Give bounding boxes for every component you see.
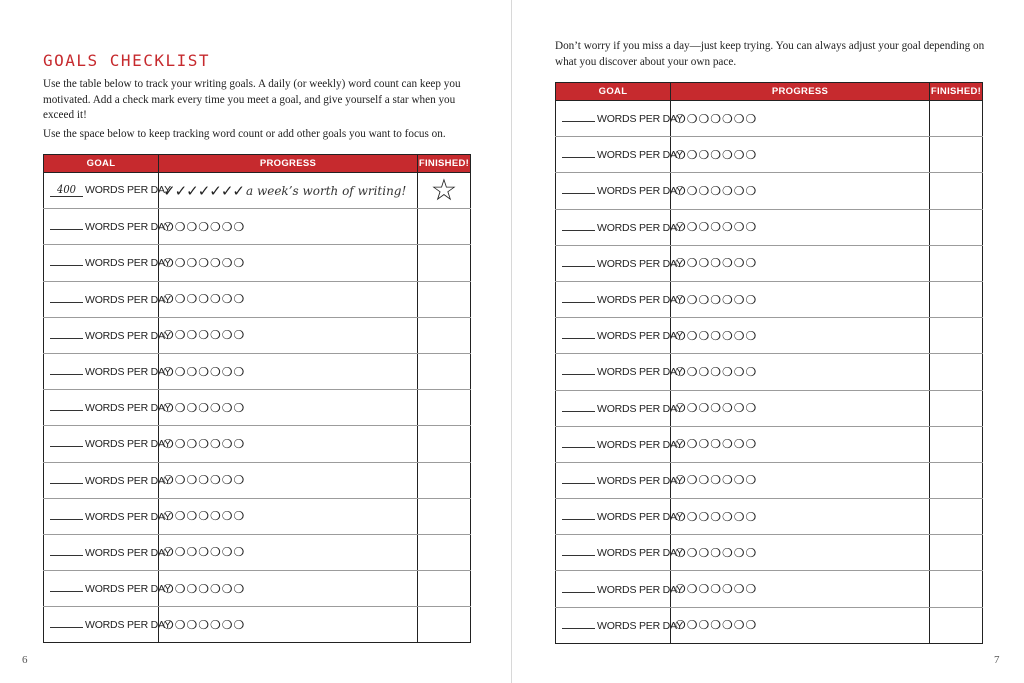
- goal-cell: [44, 534, 171, 570]
- progress-circles[interactable]: ❍❍❍❍❍❍❍: [163, 400, 246, 415]
- table-row: [44, 317, 471, 353]
- table-row: [44, 534, 471, 570]
- goal-cell: [556, 607, 683, 643]
- table-row: [556, 535, 983, 571]
- progress-cell: [159, 498, 418, 534]
- goal-label: WORDS PER DAY: [85, 474, 171, 487]
- word-count-blank[interactable]: [562, 619, 595, 629]
- progress-cell: [159, 209, 418, 245]
- table-row: [44, 209, 471, 245]
- goal-label: WORDS PER DAY: [85, 619, 171, 632]
- goal-cell: [556, 318, 683, 354]
- table-row: [556, 462, 983, 498]
- goals-table-right: [555, 82, 983, 644]
- progress-circles[interactable]: ❍❍❍❍❍❍❍: [163, 545, 246, 560]
- word-count-blank[interactable]: [562, 148, 595, 158]
- progress-circles[interactable]: ❍❍❍❍❍❍❍: [675, 183, 758, 198]
- progress-circles[interactable]: ❍❍❍❍❍❍❍: [163, 436, 246, 451]
- encouragement-paragraph: Don’t worry if you miss a day—just keep trying. You can always adjust your goal depending on what you discover about your own pace.: [555, 40, 985, 68]
- goals-table-left: [43, 154, 471, 643]
- table-row: [556, 318, 983, 354]
- goal-cell: [556, 281, 683, 317]
- progress-cell: [159, 534, 418, 570]
- table-row: [556, 607, 983, 643]
- progress-circles[interactable]: ❍❍❍❍❍❍❍: [675, 256, 758, 271]
- progress-cell: [159, 281, 418, 317]
- table-row: [556, 101, 983, 137]
- finished-cell[interactable]: [930, 426, 983, 462]
- progress-circles[interactable]: ❍❍❍❍❍❍❍: [675, 437, 758, 452]
- progress-circles[interactable]: ❍❍❍❍❍❍❍: [675, 401, 758, 416]
- word-count-blank[interactable]: [50, 401, 83, 411]
- word-count-blank[interactable]: [562, 365, 595, 375]
- finished-cell[interactable]: [930, 209, 983, 245]
- goal-label: WORDS PER DAY: [597, 583, 683, 596]
- handwritten-checkmarks: ✓✓✓✓✓✓✓: [163, 181, 244, 200]
- goal-label: WORDS PER DAY: [597, 149, 683, 162]
- goal-cell: [44, 317, 171, 353]
- goal-cell: [556, 571, 683, 607]
- word-count-blank[interactable]: [50, 437, 83, 447]
- progress-circles[interactable]: ❍❍❍❍❍❍❍: [675, 582, 758, 597]
- goal-label: WORDS PER DAY: [597, 221, 683, 234]
- word-count-blank[interactable]: [562, 438, 595, 448]
- finished-cell[interactable]: [418, 534, 471, 570]
- progress-circles[interactable]: ❍❍❍❍❍❍❍: [675, 220, 758, 235]
- goal-cell: [556, 245, 683, 281]
- table-row: [556, 354, 983, 390]
- progress-cell: [159, 317, 418, 353]
- goal-label: WORDS PER DAY: [597, 438, 683, 451]
- finished-cell[interactable]: [930, 499, 983, 535]
- table-header-row: [44, 155, 471, 173]
- finished-cell[interactable]: [418, 245, 471, 281]
- word-count-blank[interactable]: [562, 184, 595, 194]
- progress-circles[interactable]: ❍❍❍❍❍❍❍: [675, 147, 758, 162]
- progress-cell: [671, 209, 930, 245]
- table-row: [44, 281, 471, 317]
- finished-cell[interactable]: [418, 426, 471, 462]
- table-row: [556, 426, 983, 462]
- table-row: [556, 137, 983, 173]
- progress-circles[interactable]: ❍❍❍❍❍❍❍: [163, 364, 246, 379]
- goal-label: WORDS PER DAY: [597, 474, 683, 487]
- goal-label: WORDS PER DAY: [85, 221, 171, 234]
- goal-cell: [556, 209, 683, 245]
- right-page: [513, 0, 1024, 683]
- goal-label: WORDS PER DAY: [85, 257, 171, 270]
- word-count-blank[interactable]: [562, 329, 595, 339]
- word-count-blank[interactable]: [50, 582, 83, 592]
- progress-circles[interactable]: ❍❍❍❍❍❍❍: [163, 219, 246, 234]
- progress-cell: [159, 571, 418, 607]
- progress-cell: [671, 137, 930, 173]
- progress-circles[interactable]: ❍❍❍❍❍❍❍: [163, 581, 246, 596]
- finished-cell[interactable]: [418, 498, 471, 534]
- progress-circles[interactable]: ❍❍❍❍❍❍❍: [163, 509, 246, 524]
- finished-cell[interactable]: [930, 173, 983, 209]
- example-row: [44, 173, 471, 209]
- goal-cell: [556, 390, 683, 426]
- word-count-blank[interactable]: [50, 474, 83, 484]
- goal-label: WORDS PER DAY: [85, 293, 171, 306]
- finished-cell[interactable]: [418, 353, 471, 389]
- word-count-blank[interactable]: [562, 257, 595, 267]
- progress-cell: [671, 318, 930, 354]
- word-count-blank[interactable]: [50, 365, 83, 375]
- finished-cell: [418, 173, 471, 209]
- progress-circles[interactable]: ❍❍❍❍❍❍❍: [163, 617, 246, 632]
- goal-label: WORDS PER DAY: [597, 402, 683, 415]
- goal-cell: [44, 209, 171, 245]
- goal-cell: [44, 607, 171, 643]
- header-progress: PROGRESS: [671, 83, 930, 101]
- table-row: [44, 426, 471, 462]
- goal-cell: [44, 462, 171, 498]
- goal-cell: [556, 535, 683, 571]
- goal-label: WORDS PER DAY: [597, 113, 683, 126]
- finished-cell[interactable]: [418, 462, 471, 498]
- word-count-blank[interactable]: [562, 402, 595, 412]
- progress-cell: [159, 245, 418, 281]
- goal-cell: [44, 353, 171, 389]
- goal-label: WORDS PER DAY: [85, 329, 171, 342]
- table-row: [44, 462, 471, 498]
- goal-label: WORDS PER DAY: [597, 257, 683, 270]
- table-header-row: [556, 83, 983, 101]
- progress-cell: [159, 353, 418, 389]
- table-row: [44, 353, 471, 389]
- word-count-blank[interactable]: [562, 112, 595, 122]
- page-number: 7: [994, 654, 1000, 666]
- finished-cell[interactable]: [930, 354, 983, 390]
- header-finished: FINISHED!: [930, 83, 983, 101]
- finished-cell[interactable]: [930, 137, 983, 173]
- progress-cell: [159, 607, 418, 643]
- finished-cell[interactable]: [930, 245, 983, 281]
- progress-cell: [671, 245, 930, 281]
- goal-label: WORDS PER DAY: [85, 510, 171, 523]
- goal-label: WORDS PER DAY: [597, 619, 683, 632]
- progress-cell: [671, 354, 930, 390]
- goal-label: WORDS PER DAY: [597, 185, 683, 198]
- progress-cell: [671, 462, 930, 498]
- instruction-paragraph: Use the space below to keep tracking word count or add other goals you want to focus on.: [43, 128, 446, 140]
- goal-cell: [44, 173, 171, 209]
- header-goal: GOAL: [556, 83, 671, 101]
- finished-cell[interactable]: [930, 535, 983, 571]
- finished-cell[interactable]: [930, 281, 983, 317]
- word-count-blank[interactable]: [562, 510, 595, 520]
- table-row: [556, 209, 983, 245]
- progress-cell: [671, 535, 930, 571]
- goal-cell: [44, 245, 171, 281]
- goal-label: WORDS PER DAY: [85, 366, 171, 379]
- word-count-blank[interactable]: [50, 220, 83, 230]
- goal-label: WORDS PER DAY: [597, 366, 683, 379]
- handwritten-note: a week’s worth of writing!: [245, 183, 407, 198]
- progress-cell: [671, 571, 930, 607]
- finished-cell[interactable]: [418, 390, 471, 426]
- goal-label: WORDS PER DAY: [85, 184, 171, 197]
- word-count-blank[interactable]: [562, 546, 595, 556]
- progress-cell: [671, 426, 930, 462]
- star-icon: ☆: [430, 172, 458, 208]
- word-count-blank[interactable]: [562, 221, 595, 231]
- progress-circles[interactable]: ❍❍❍❍❍❍❍: [163, 255, 246, 270]
- progress-circles[interactable]: ❍❍❍❍❍❍❍: [675, 473, 758, 488]
- table-row: [556, 245, 983, 281]
- finished-cell[interactable]: [930, 607, 983, 643]
- progress-cell: [671, 607, 930, 643]
- finished-cell[interactable]: [930, 462, 983, 498]
- progress-circles[interactable]: ❍❍❍❍❍❍❍: [163, 292, 246, 307]
- progress-cell: [671, 281, 930, 317]
- handwritten-word-count: 400: [50, 184, 83, 197]
- goal-cell: [556, 499, 683, 535]
- finished-cell[interactable]: [930, 318, 983, 354]
- header-goal: GOAL: [44, 155, 159, 173]
- finished-cell[interactable]: [930, 390, 983, 426]
- progress-circles[interactable]: ❍❍❍❍❍❍❍: [675, 618, 758, 633]
- goal-cell: [44, 571, 171, 607]
- table-row: [44, 498, 471, 534]
- progress-circles[interactable]: ❍❍❍❍❍❍❍: [675, 364, 758, 379]
- goal-label: WORDS PER DAY: [597, 330, 683, 343]
- table-row: [556, 571, 983, 607]
- word-count-blank[interactable]: [50, 293, 83, 303]
- finished-cell[interactable]: [930, 101, 983, 137]
- progress-cell: [159, 390, 418, 426]
- finished-cell[interactable]: [418, 317, 471, 353]
- goal-cell: [44, 426, 171, 462]
- progress-circles[interactable]: ❍❍❍❍❍❍❍: [675, 292, 758, 307]
- finished-cell[interactable]: [418, 571, 471, 607]
- finished-cell[interactable]: [418, 607, 471, 643]
- goal-cell: [556, 426, 683, 462]
- table-row: [44, 390, 471, 426]
- word-count-blank[interactable]: [50, 256, 83, 266]
- word-count-blank[interactable]: [50, 510, 83, 520]
- table-row: [556, 390, 983, 426]
- goal-label: WORDS PER DAY: [597, 547, 683, 560]
- progress-circles[interactable]: ❍❍❍❍❍❍❍: [675, 545, 758, 560]
- goal-cell: [44, 281, 171, 317]
- intro-paragraph: Use the table below to track your writing goals. A daily (or weekly) word count can keep you motivated. Add a check mark every time you meet a goal, and give yourself a star when you exceed it!: [43, 78, 461, 121]
- table-row: [556, 281, 983, 317]
- table-row: [44, 245, 471, 281]
- table-row: [556, 173, 983, 209]
- goal-cell: [556, 101, 683, 137]
- progress-circles[interactable]: ❍❍❍❍❍❍❍: [675, 509, 758, 524]
- finished-cell[interactable]: [418, 209, 471, 245]
- progress-cell: [159, 426, 418, 462]
- header-progress: PROGRESS: [159, 155, 418, 173]
- progress-cell: [671, 173, 930, 209]
- word-count-blank[interactable]: [562, 583, 595, 593]
- word-count-blank[interactable]: [50, 618, 83, 628]
- table-row: [556, 499, 983, 535]
- page-number: 6: [22, 654, 28, 666]
- header-finished: FINISHED!: [418, 155, 471, 173]
- progress-cell: [671, 390, 930, 426]
- goal-cell: [556, 137, 683, 173]
- finished-cell[interactable]: [418, 281, 471, 317]
- progress-cell: [671, 499, 930, 535]
- table-row: [44, 607, 471, 643]
- goal-label: WORDS PER DAY: [597, 294, 683, 307]
- goal-label: WORDS PER DAY: [85, 402, 171, 415]
- word-count-blank[interactable]: [562, 293, 595, 303]
- word-count-blank[interactable]: [50, 329, 83, 339]
- goal-cell: [556, 354, 683, 390]
- progress-circles[interactable]: ❍❍❍❍❍❍❍: [675, 111, 758, 126]
- goal-cell: [556, 173, 683, 209]
- goal-cell: [556, 462, 683, 498]
- goal-label: WORDS PER DAY: [85, 583, 171, 596]
- goal-label: WORDS PER DAY: [85, 546, 171, 559]
- progress-cell: [159, 173, 418, 209]
- finished-cell[interactable]: [930, 571, 983, 607]
- goal-label: WORDS PER DAY: [85, 438, 171, 451]
- progress-circles[interactable]: ❍❍❍❍❍❍❍: [675, 328, 758, 343]
- goal-label: WORDS PER DAY: [597, 511, 683, 524]
- progress-cell: [671, 101, 930, 137]
- word-count-blank[interactable]: [562, 474, 595, 484]
- page-title: GOALS CHECKLIST: [43, 51, 210, 70]
- progress-circles[interactable]: ❍❍❍❍❍❍❍: [163, 473, 246, 488]
- word-count-blank[interactable]: [50, 546, 83, 556]
- goal-cell: [44, 498, 171, 534]
- progress-cell: [159, 462, 418, 498]
- goal-cell: [44, 390, 171, 426]
- progress-circles[interactable]: ❍❍❍❍❍❍❍: [163, 328, 246, 343]
- table-row: [44, 571, 471, 607]
